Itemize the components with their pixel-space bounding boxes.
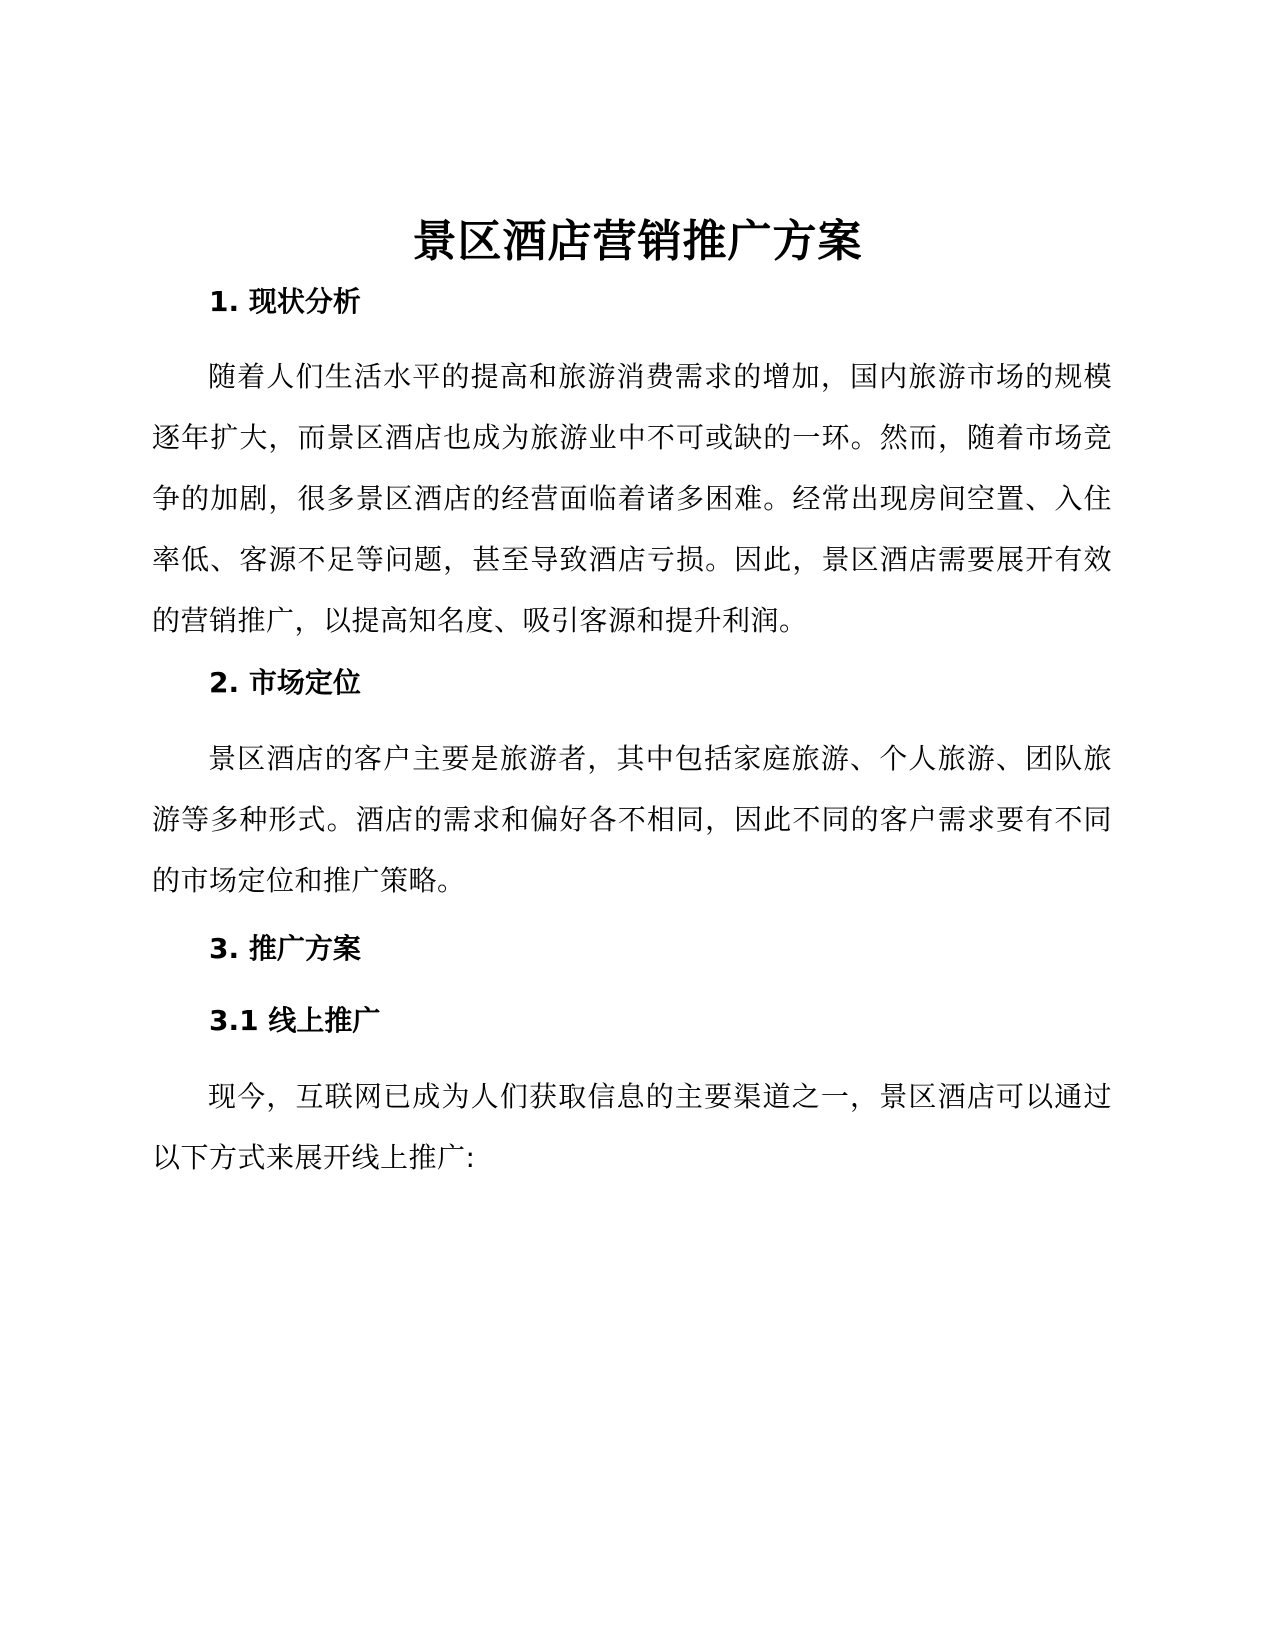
section-heading-status-analysis: 1. 现状分析 (209, 285, 361, 318)
section-heading-promotion-plan: 3. 推广方案 (209, 932, 361, 965)
document-title: 景区酒店营销推广方案 (412, 216, 863, 267)
section-heading-market-positioning: 2. 市场定位 (209, 666, 361, 699)
section-heading-online-promotion: 3.1 线上推广 (209, 1004, 381, 1037)
section-paragraph-market-positioning: 景区酒店的客户主要是旅游者，其中包括家庭旅游、个人旅游、团队旅游等多种形式。酒店的需求和偏好各不相同，因此不同的客户需求要有不同的市场定位和推广策略。 (152, 742, 1112, 897)
section-paragraph-status-analysis: 随着人们生活水平的提高和旅游消费需求的增加，国内旅游市场的规模逐年扩大，而景区酒店也成为旅游业中不可或缺的一环。然而，随着市场竞争的加剧，很多景区酒店的经营面临着诸多困难。经常出现房间空置、入住率低、客源不足等问题，甚至导致酒店亏损。因此，景区酒店需要展开有效的营销推广，以提高知名度、吸引客源和提升利润。 (152, 360, 1112, 637)
section-paragraph-online-promotion: 现今，互联网已成为人们获取信息的主要渠道之一，景区酒店可以通过以下方式来展开线上推广: (152, 1080, 1112, 1174)
